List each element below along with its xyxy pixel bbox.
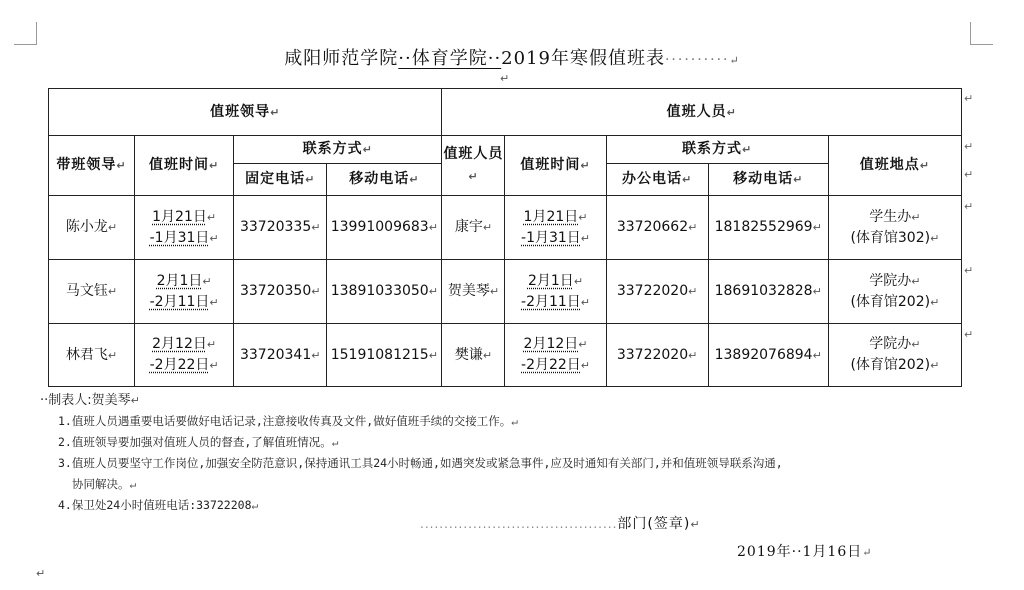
table-maker: ··制表人:贺美琴↵ [40,393,140,408]
fixed-phone: 33720341↵ [234,324,327,387]
office-phone: 33720662↵ [606,196,708,260]
col-staff: 值班人员↵ [442,136,505,196]
table-row [49,260,962,324]
leader-name: 陈小龙↵ [49,196,135,260]
staff-mobile: 18182552969↵ [708,196,828,260]
title-college: ··体育学院·· [398,48,502,69]
document-date: 2019年··1月16日↵ [737,544,873,560]
col-location: 值班地点↵ [828,136,961,196]
staff-group-header: 值班人员↵ [442,89,962,136]
department-seal: .........................................部门(签章)↵ [420,516,701,532]
title-suffix: 2019年寒假值班表 [501,48,665,69]
row-end-mark: ↵ [964,328,974,341]
title-prefix: 咸阳师范学院 [284,48,399,69]
staff-mobile: 13892076894↵ [708,324,828,387]
col-contact: 联系方式↵ [234,136,442,164]
duty-time: 1月21日↵ -1月31日↵ [135,196,234,260]
department-label: 部门(签章) [617,516,691,532]
office-phone: 33722020↵ [606,260,708,324]
mobile-phone: 13991009683↵ [327,196,442,260]
col-office-phone: 办公电话↵ [606,164,708,196]
staff-name: 贺美琴↵ [442,260,505,324]
duty-time: 2月12日↵ -2月22日↵ [135,324,234,387]
col-staff-mobile: 移动电话↵ [708,164,828,196]
staff-duty-time: 2月12日↵ -2月22日↵ [505,324,606,387]
table-row [49,324,962,387]
paragraph-mark: ↵ [36,567,46,580]
staff-duty-time: 1月21日↵ -1月31日↵ [505,196,606,260]
leader-group-header: 值班领导↵ [49,89,442,136]
fixed-phone: 33720335↵ [234,196,327,260]
title-trail: ·········· [664,52,730,68]
leader-name: 马文钰↵ [49,260,135,324]
note-item: 4.保卫处24小时值班电话:33722208↵ [58,498,259,512]
note-item: 1.值班人员遇重要电话要做好电话记录,注意接收传真及文件,做好值班手续的交接工作。↵ [58,414,518,428]
fixed-phone: 33720350↵ [234,260,327,324]
staff-mobile: 18691032828↵ [708,260,828,324]
col-staff-contact: 联系方式↵ [606,136,828,164]
office-phone: 33722020↵ [606,324,708,387]
leader-name: 林君飞↵ [49,324,135,387]
document-title [0,44,1024,70]
staff-duty-time: 2月1日↵ -2月11日↵ [505,260,606,324]
duty-location: 学院办↵ (体育馆202)↵ [828,324,961,387]
paragraph-mark: ↵ [729,54,740,67]
duty-time: 2月1日↵ -2月11日↵ [135,260,234,324]
col-time: 值班时间↵ [135,136,234,196]
row-end-mark: ↵ [964,264,974,277]
duty-location: 学院办↵ (体育馆202)↵ [828,260,961,324]
col-staff-time: 值班时间↵ [505,136,606,196]
note-item-continued: 协同解决。↵ [72,477,137,491]
col-mobile: 移动电话↵ [327,164,442,196]
page-corner-top-right [970,22,993,45]
col-leader: 带班领导↵ [49,136,135,196]
table-row [49,196,962,260]
row-end-mark: ↵ [964,92,974,105]
duty-table [48,88,962,387]
staff-name: 康宇↵ [442,196,505,260]
paragraph-mark: ↵ [500,72,510,85]
mobile-phone: 15191081215↵ [327,324,442,387]
row-end-mark: ↵ [964,168,974,181]
col-fixed-phone: 固定电话↵ [234,164,327,196]
duty-location: 学生办↵ (体育馆302)↵ [828,196,961,260]
row-end-mark: ↵ [964,140,974,153]
notes-section [40,390,990,516]
note-item: 2.值班领导要加强对值班人员的督查,了解值班情况。↵ [58,435,339,449]
signature-dots: ......................................... [420,517,618,531]
mobile-phone: 13891033050↵ [327,260,442,324]
note-item: 3.值班人员要坚守工作岗位,加强安全防范意识,保持通讯工具24小时畅通,如遇突发或紧急事件,应及时通知有关部门,并和值班领导联系沟通, [58,456,783,470]
staff-name: 樊谦↵ [442,324,505,387]
row-end-mark: ↵ [964,200,974,213]
page-corner-top-left [14,22,37,45]
